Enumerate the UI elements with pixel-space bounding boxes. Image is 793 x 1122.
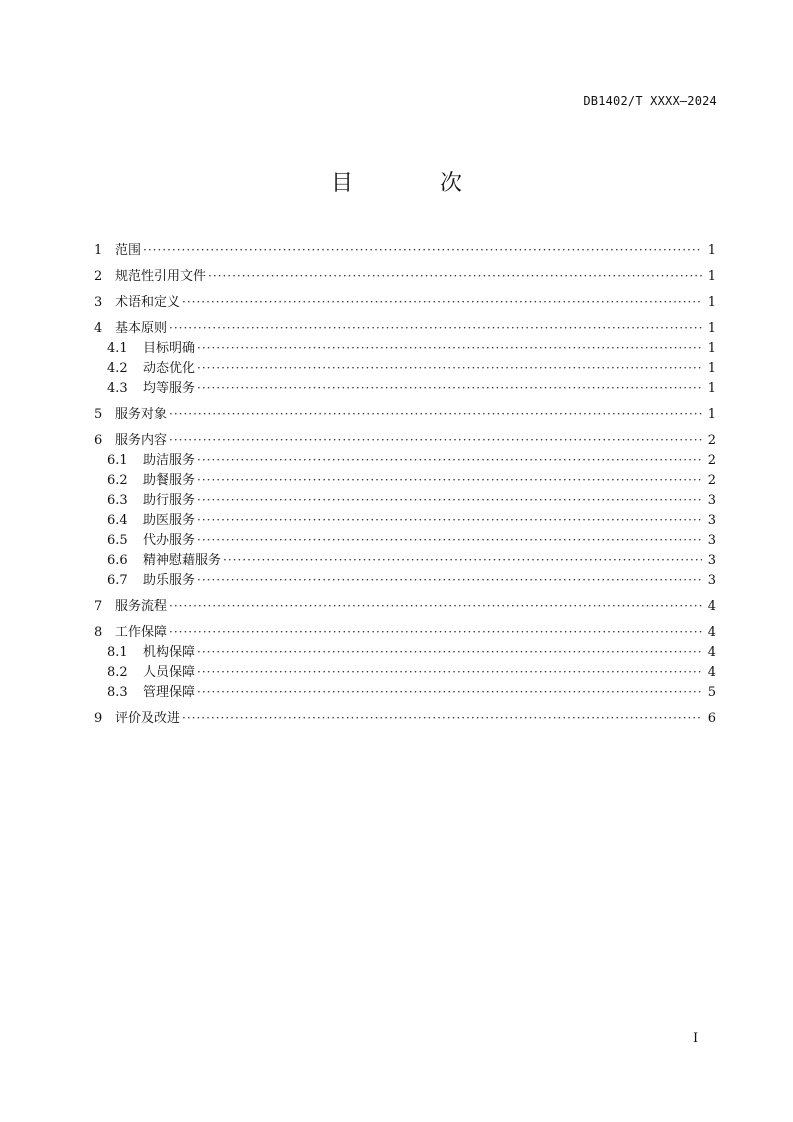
toc-entry-page: 1 <box>707 407 716 422</box>
toc-entry-title: 人员保障 <box>143 665 196 680</box>
toc-entry-title: 目标明确 <box>143 341 196 356</box>
toc-entry-number: 6.6 <box>107 553 128 568</box>
toc-entry-page: 2 <box>707 453 716 468</box>
toc-entry-number: 8 <box>94 625 103 640</box>
toc-entry[interactable] <box>94 430 716 450</box>
toc-entry-title: 服务对象 <box>115 407 168 422</box>
toc-entry-page: 1 <box>707 243 716 258</box>
toc-entry[interactable] <box>94 570 716 590</box>
toc-entry-page: 3 <box>707 533 716 548</box>
toc-entry-number: 6.3 <box>107 493 128 508</box>
toc-entry-title: 助洁服务 <box>143 453 196 468</box>
toc-entry[interactable] <box>94 470 716 490</box>
toc-entry-number: 6.1 <box>107 453 128 468</box>
toc-entry-title: 工作保障 <box>115 625 168 640</box>
toc-entry-title: 精神慰藉服务 <box>143 553 222 568</box>
toc-leader-dots <box>169 596 702 616</box>
toc-leader-dots <box>197 662 702 682</box>
toc-entry[interactable] <box>94 682 716 702</box>
toc-entry[interactable] <box>94 318 716 338</box>
toc-entry-title: 助行服务 <box>143 493 196 508</box>
toc-leader-dots <box>208 266 702 286</box>
toc-entry-page: 2 <box>707 473 716 488</box>
toc-leader-dots <box>143 240 702 260</box>
toc-leader-dots <box>169 622 702 642</box>
toc-entry-number: 6 <box>94 433 103 448</box>
toc-entry-title: 机构保障 <box>143 645 196 660</box>
toc-entry[interactable] <box>94 642 716 662</box>
toc-entry-title: 助餐服务 <box>143 473 196 488</box>
toc-entry-number: 6.2 <box>107 473 128 488</box>
toc-entry[interactable] <box>94 266 716 286</box>
toc-entry[interactable] <box>94 662 716 682</box>
toc-entry-page: 1 <box>707 361 716 376</box>
toc-entry-page: 6 <box>707 711 716 726</box>
toc-entry[interactable] <box>94 450 716 470</box>
toc-entry-title: 均等服务 <box>143 381 196 396</box>
toc-entry-number: 5 <box>94 407 103 422</box>
toc-leader-dots <box>197 530 702 550</box>
toc-leader-dots <box>197 570 702 590</box>
toc-entry-number: 8.2 <box>107 665 128 680</box>
toc-entry-title: 助乐服务 <box>143 573 196 588</box>
toc-entry[interactable] <box>94 596 716 616</box>
toc-leader-dots <box>197 470 702 490</box>
toc-entry-number: 6.5 <box>107 533 128 548</box>
toc-leader-dots <box>197 682 702 702</box>
toc-entry-number: 3 <box>94 295 103 310</box>
toc-entry-title: 服务内容 <box>115 433 168 448</box>
toc-entry-title: 服务流程 <box>115 599 168 614</box>
toc-entry-page: 3 <box>707 553 716 568</box>
toc-entry-title: 规范性引用文件 <box>115 269 207 284</box>
toc-entry-number: 7 <box>94 599 103 614</box>
toc-leader-dots <box>197 490 702 510</box>
toc-entry-page: 1 <box>707 381 716 396</box>
toc-entry-title: 代办服务 <box>143 533 196 548</box>
toc-leader-dots <box>197 338 702 358</box>
toc-entry[interactable] <box>94 240 716 260</box>
toc-entry-number: 4.1 <box>107 341 128 356</box>
toc-entry-page: 5 <box>707 685 716 700</box>
toc-entry-page: 1 <box>707 341 716 356</box>
toc-entry-title: 助医服务 <box>143 513 196 528</box>
toc-entry[interactable] <box>94 404 716 424</box>
toc-entry-title: 范围 <box>115 243 142 258</box>
toc-leader-dots <box>197 358 702 378</box>
toc-entry-page: 1 <box>707 269 716 284</box>
toc-entry-page: 3 <box>707 493 716 508</box>
toc-leader-dots <box>182 708 702 728</box>
toc-leader-dots <box>169 430 702 450</box>
toc-entry[interactable] <box>94 530 716 550</box>
document-code: DB1402/T XXXX—2024 <box>583 94 717 108</box>
toc-leader-dots <box>197 642 702 662</box>
toc-entry-title: 术语和定义 <box>115 295 181 310</box>
toc-entry-page: 3 <box>707 573 716 588</box>
page-number: I <box>693 1031 699 1046</box>
toc-entry[interactable] <box>94 358 716 378</box>
toc-entry-page: 3 <box>707 513 716 528</box>
toc-leader-dots <box>197 450 702 470</box>
toc-entry-title: 动态优化 <box>143 361 196 376</box>
toc-entry-page: 4 <box>707 599 716 614</box>
toc-leader-dots <box>197 510 702 530</box>
toc-entry[interactable] <box>94 490 716 510</box>
toc-entry[interactable] <box>94 338 716 358</box>
toc-leader-dots <box>169 318 702 338</box>
toc-entry[interactable] <box>94 510 716 530</box>
toc-entry-number: 4 <box>94 321 103 336</box>
toc-entry-number: 6.4 <box>107 513 128 528</box>
toc-entry-number: 9 <box>94 711 103 726</box>
toc-entry[interactable] <box>94 550 716 570</box>
toc-entry[interactable] <box>94 378 716 398</box>
toc-entry-number: 6.7 <box>107 573 128 588</box>
toc-entry-title: 基本原则 <box>115 321 168 336</box>
toc-leader-dots <box>169 404 702 424</box>
toc-entry-number: 1 <box>94 243 103 258</box>
toc-entry-page: 2 <box>707 433 716 448</box>
toc-entry-page: 1 <box>707 321 716 336</box>
toc-entry-page: 4 <box>707 645 716 660</box>
toc-entry-number: 4.2 <box>107 361 128 376</box>
toc-leader-dots <box>223 550 702 570</box>
toc-entry[interactable] <box>94 292 716 312</box>
toc-leader-dots <box>197 378 702 398</box>
toc-entry-page: 4 <box>707 665 716 680</box>
toc-entry-number: 2 <box>94 269 103 284</box>
toc-heading: 目 次 <box>331 171 502 196</box>
toc-entry[interactable] <box>94 708 716 728</box>
toc-entry-title: 管理保障 <box>143 685 196 700</box>
toc-entry[interactable] <box>94 622 716 642</box>
toc-entry-page: 1 <box>707 295 716 310</box>
toc-leader-dots <box>182 292 702 312</box>
toc-entry-number: 8.1 <box>107 645 128 660</box>
toc-entry-number: 8.3 <box>107 685 128 700</box>
toc-entry-page: 4 <box>707 625 716 640</box>
toc-entry-number: 4.3 <box>107 381 128 396</box>
toc-entry-title: 评价及改进 <box>115 711 181 726</box>
table-of-contents <box>94 240 716 728</box>
